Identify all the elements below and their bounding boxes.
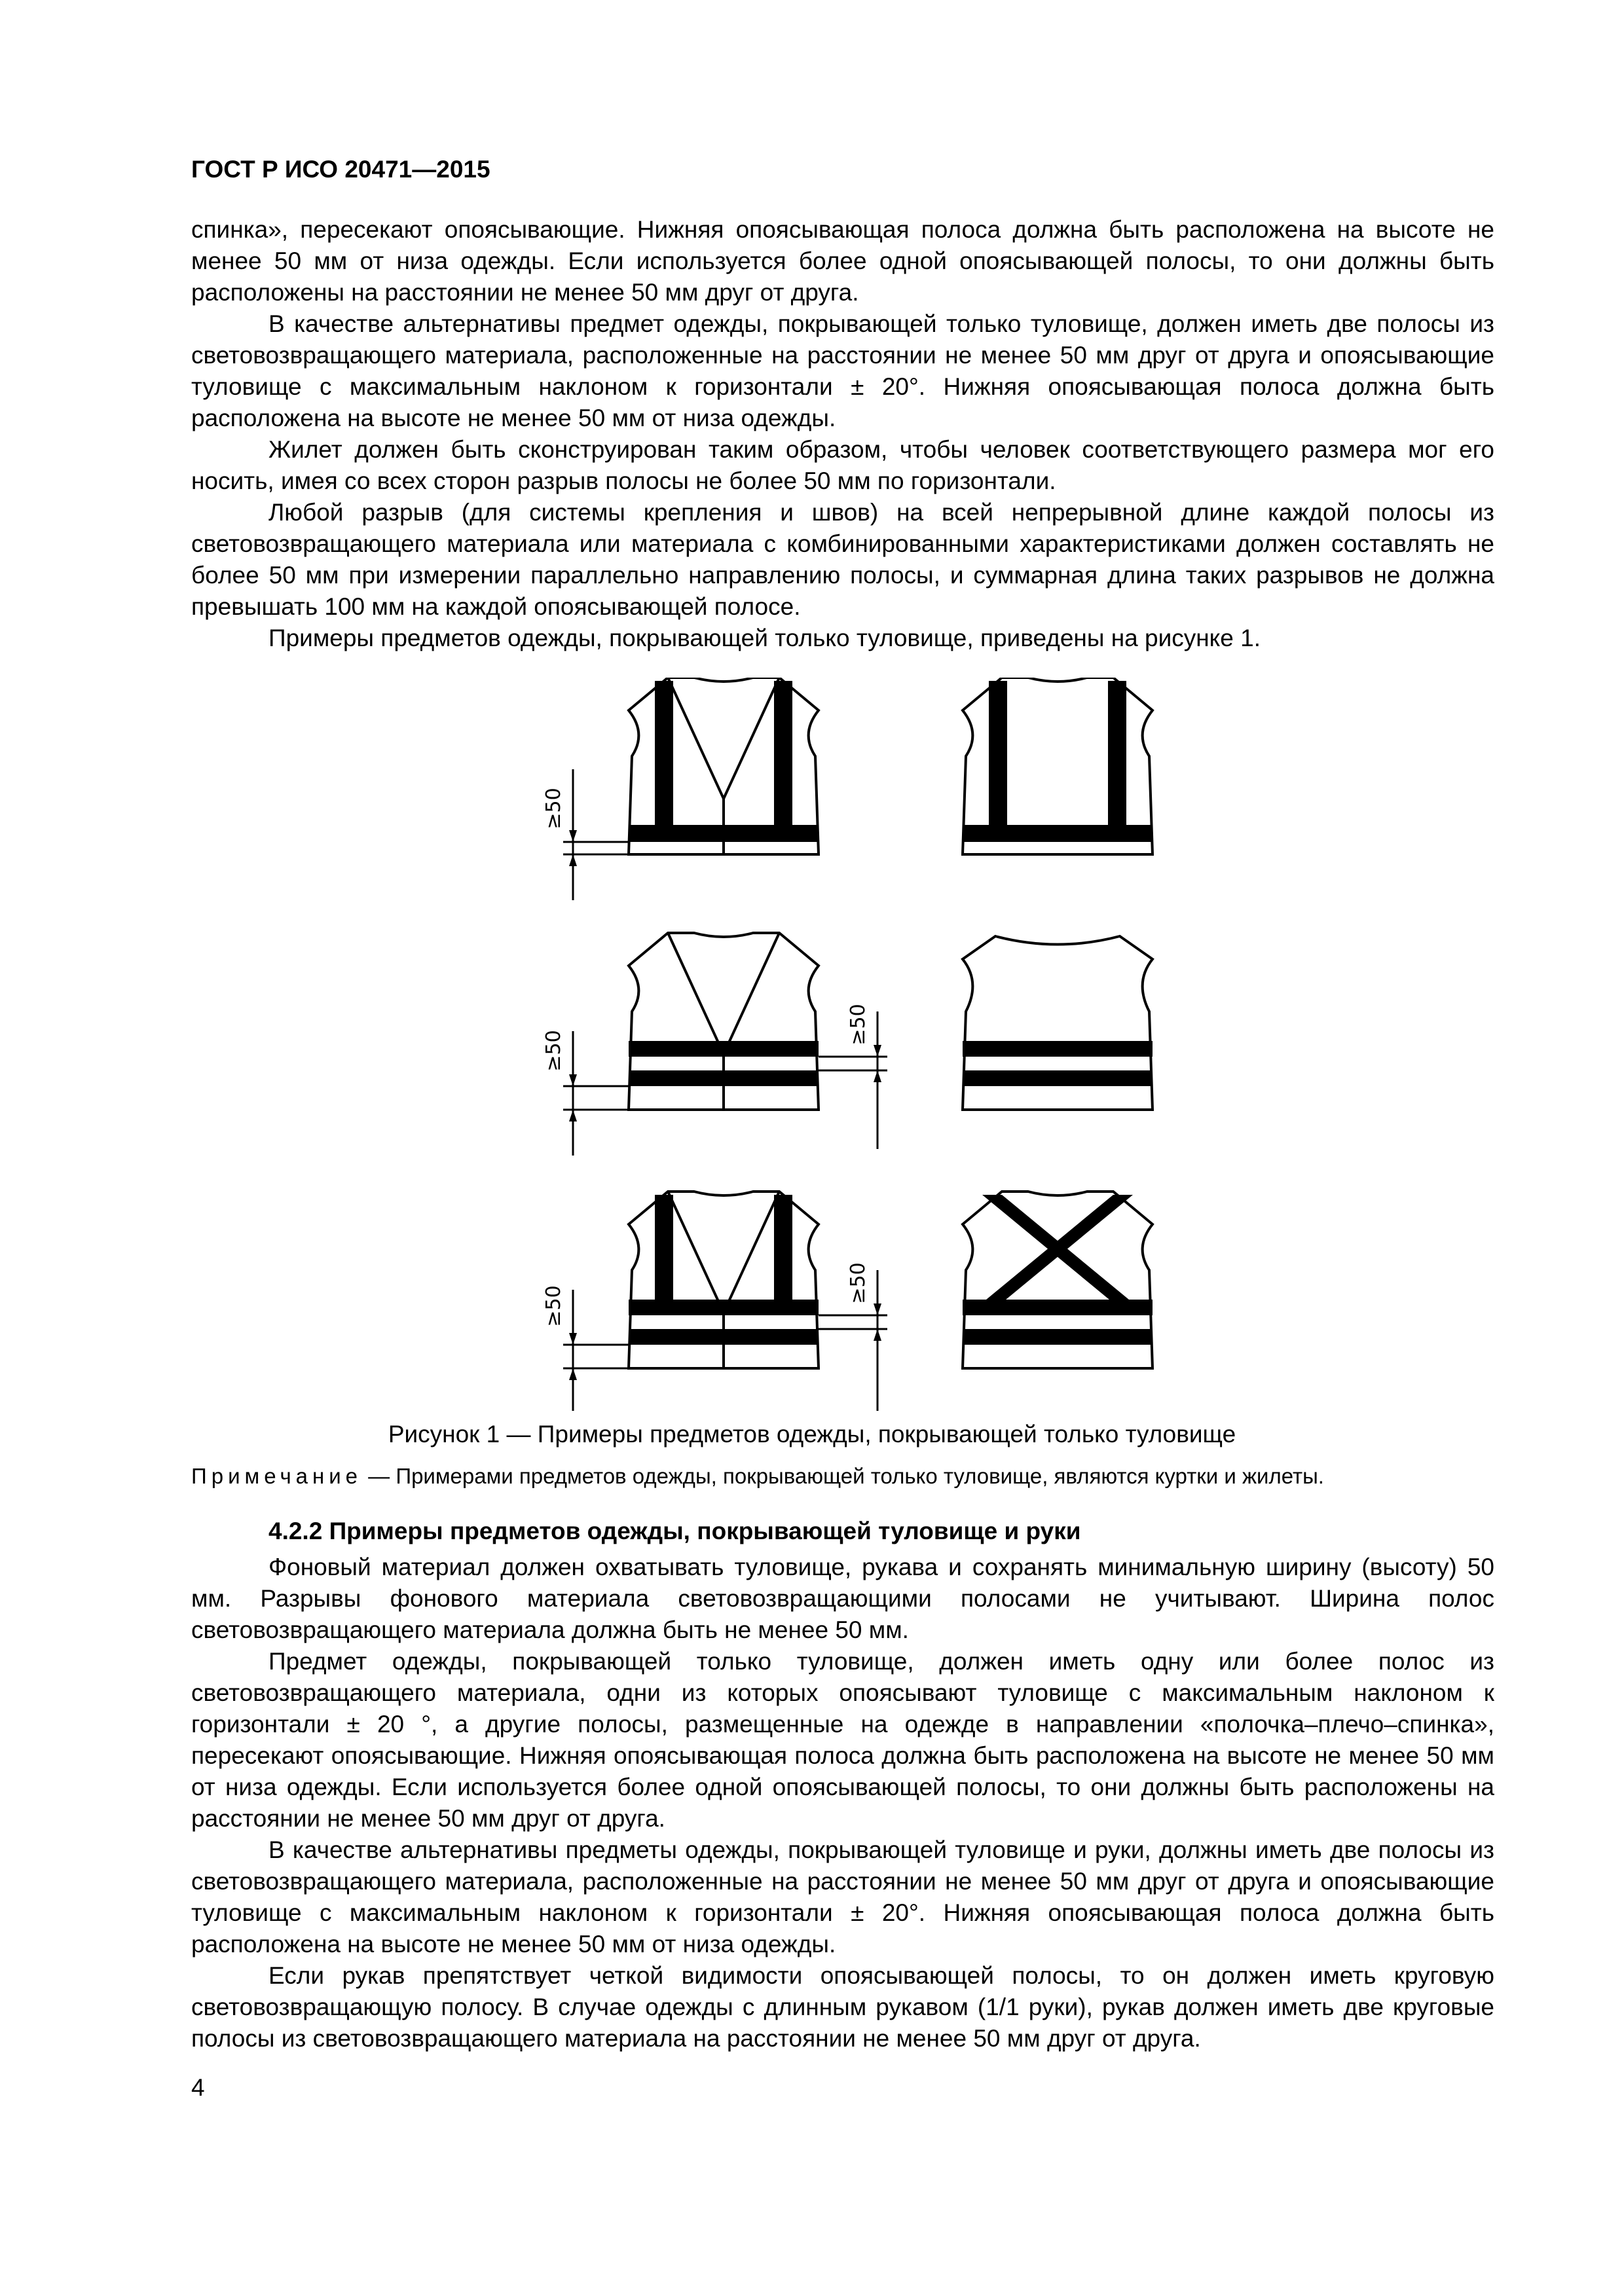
figure-1	[511, 678, 1179, 1414]
figure-caption: Рисунок 1 — Примеры предметов одежды, покрывающей только туловище	[388, 1421, 1236, 1448]
vest-front-3	[629, 1192, 819, 1368]
page-number: 4	[191, 2074, 205, 2101]
document-header: ГОСТ Р ИСО 20471—2015	[191, 156, 490, 183]
dim-label: ≥50	[847, 1004, 870, 1046]
paragraph: Предмет одежды, покрывающей только туловище, должен иметь одну или более полос из световозвращающего материала, одни из которых опоясывают туловище с максимальным наклоном к горизонтали ± 20 °, а другие полосы, размещенные на одежде в направлении «полочка–плечо–спинка», пересекают опоясывающие. Нижняя опоясывающая полоса должна быть расположена на высоте не менее 50 мм от низа одежды. Если используется более одной опоясывающей полосы, то они должны быть расположены на расстоянии не менее 50 мм друг от друга.	[191, 1648, 1494, 1832]
vest-front-2	[629, 933, 819, 1110]
vest-illustrations	[511, 678, 1179, 1414]
vest-back-2	[963, 936, 1153, 1110]
dim-label: ≥50	[542, 1030, 565, 1072]
paragraph: Фоновый материал должен охватывать туловище, рукава и сохранять минимальную ширину (высоту) 50 мм. Разрывы фонового материала световозвращающими полосами не учитывают. Ширина полос световозвращающего материала должна быть не менее 50 мм.	[191, 1554, 1494, 1643]
paragraph: В качестве альтернативы предметы одежды, покрывающей туловище и руки, должны иметь две полосы из световозвращающего материала, расположенные на расстоянии не менее 50 мм друг от друга и опоясывающие туловище с максимальным наклоном к горизонтали ± 20°. Нижняя опоясывающая полоса должна быть расположена на высоте не менее 50 мм от низа одежды.	[191, 1836, 1494, 1958]
dim-label: ≥50	[542, 788, 565, 829]
vest-back-1	[963, 678, 1153, 854]
paragraph: В качестве альтернативы предмет одежды, покрывающей только туловище, должен иметь две полосы из световозвращающего материала, расположенные на расстоянии не менее 50 мм друг от друга и опоясывающие туловище с максимальным наклоном к горизонтали ± 20°. Нижняя опоясывающая полоса должна быть расположена на высоте не менее 50 мм от низа одежды.	[191, 310, 1494, 431]
note-label: Примечание	[191, 1464, 363, 1488]
paragraph: Жилет должен быть сконструирован таким образом, чтобы человек соответствующего размера мог его носить, имея со всех сторон разрыв полосы не более 50 мм по горизонтали.	[191, 436, 1494, 494]
text-block-top	[191, 214, 1494, 654]
vest-back-3	[963, 1192, 1153, 1368]
note-text: — Примерами предметов одежды, покрывающей только туловище, являются куртки и жилеты.	[362, 1464, 1324, 1488]
paragraph: Любой разрыв (для системы крепления и швов) на всей непрерывной длине каждой полосы из световозвращающего материала или материала с комбинированными характеристиками должен составлять не более 50 мм при измерении параллельно направлению полосы, и суммарная длина таких разрывов не должна превышать 100 мм на каждой опоясывающей полосе.	[191, 499, 1494, 620]
figure-note	[191, 1462, 1494, 1491]
dimension-1	[542, 769, 629, 900]
section-heading: 4.2.2 Примеры предметов одежды, покрывающей туловище и руки	[268, 1518, 1081, 1544]
vest-front-1	[629, 678, 819, 854]
text-block-bottom	[191, 1552, 1494, 2054]
paragraph: спинка», пересекают опоясывающие. Нижняя опоясывающая полоса должна быть расположена на высоте не менее 50 мм от низа одежды. Если используется более одной опоясывающей полосы, то они должны быть расположены на расстоянии не менее 50 мм друг от друга.	[191, 216, 1494, 306]
paragraph: Если рукав препятствует четкой видимости опоясывающей полосы, то он должен иметь круговую световозвращающую полосу. В случае одежды с длинным рукавом (1/1 руки), рукав должен иметь две круговые полосы из световозвращающего материала на расстоянии не менее 50 мм друг от друга.	[191, 1962, 1494, 2052]
dim-label: ≥50	[542, 1285, 565, 1327]
dim-label: ≥50	[847, 1262, 870, 1304]
paragraph: Примеры предметов одежды, покрывающей только туловище, приведены на рисунке 1.	[268, 625, 1261, 651]
